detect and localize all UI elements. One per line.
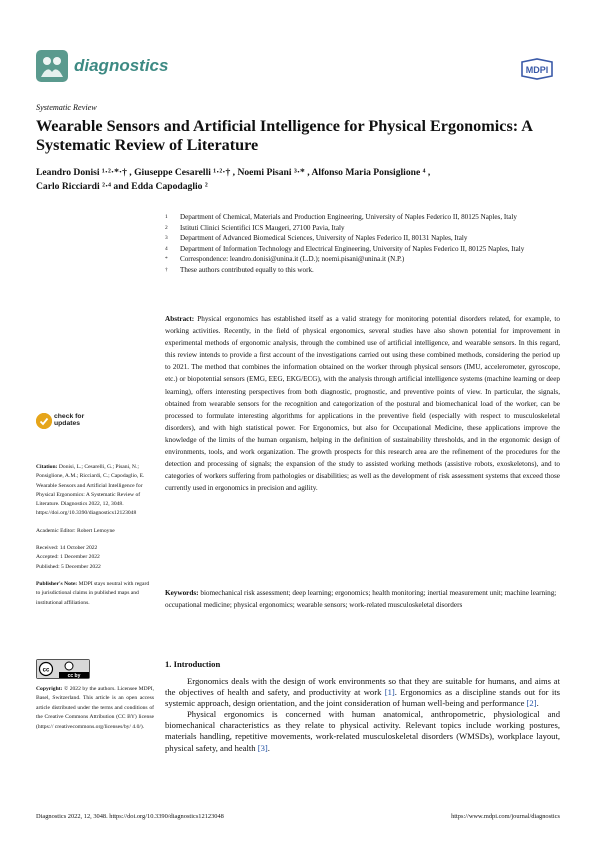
cc-by-license-badge[interactable] xyxy=(36,659,90,679)
cc-badge-text: cc by xyxy=(67,673,81,678)
journal-logo-icon xyxy=(36,50,68,82)
citation-text[interactable]: Donisi, L.; Cesarelli, G.; Pisani, N.; Ponsiglione, A.M.; Ricciardi, C.; Capodaglio, E. Wearable Sensors and Artificial Intelligence for Physical Ergonomics: A Systematic Review of Literature. Diagnostics 2022, 12, 3048. https://doi.org/10.3390/diagnostics12123048 xyxy=(36,464,145,517)
intro-text: . Ergonomics as a discipline stands out for its systemic approach, design orientation, and the joint consideration of human well-being and performance xyxy=(165,687,561,709)
abstract-label: Abstract: xyxy=(165,315,195,323)
affiliation-text: Department of Information Technology and Electrical Engineering, University of Naples Federico II, 80125 Naples, Italy xyxy=(180,244,525,253)
affiliation-text: Department of Advanced Biomedical Sciences, University of Naples Federico II, 80131 Naples, Italy xyxy=(180,234,468,243)
affiliation-mark: * xyxy=(165,256,168,263)
received-date: Received: 14 October 2022 xyxy=(36,545,98,552)
correspondence-text[interactable]: Correspondence: leandro.donisi@unina.it (L.D.); noemi.pisani@unina.it (N.P.) xyxy=(180,255,405,264)
copyright-label: Copyright: xyxy=(36,686,63,692)
authors-line-2: Carlo Ricciardi ²·⁴ and Edda Capodaglio ² xyxy=(36,180,208,192)
affiliation-text: Istituti Clinici Scientifici ICS Maugeri, 27100 Pavia, Italy xyxy=(180,223,345,232)
keywords-text: biomechanical risk assessment; deep learning; ergonomics; health monitoring; inertial measurement unit; machine learning; occupational medicine; physical ergonomics; wearable sensors; work-related musculoskeletal disorders xyxy=(165,589,557,609)
publisher-note-text: MDPI stays neutral with regard to jurisdictional claims in published maps and institutional affiliations. xyxy=(36,580,150,606)
reference-link[interactable]: [1] xyxy=(384,687,395,698)
affiliation-text: Department of Chemical, Materials and Production Engineering, University of Naples Federico II, 80125 Naples, Italy xyxy=(180,213,517,221)
svg-text:cc: cc xyxy=(42,667,50,674)
affiliation-item xyxy=(165,213,560,223)
equal-contribution-text: These authors contributed equally to this work. xyxy=(180,265,314,274)
academic-editor: Academic Editor: Robert Lemoyne xyxy=(36,527,115,534)
authors-line-1: Leandro Donisi ¹·²·*·† , Giuseppe Cesarelli ¹·²·† , Noemi Pisani ³·* , Alfonso Maria Ponsiglione ⁴ , xyxy=(36,167,431,178)
intro-paragraph-2 xyxy=(165,709,560,753)
equal-contribution-note xyxy=(165,266,560,276)
affiliation-mark: 4 xyxy=(165,245,168,252)
affiliations xyxy=(165,213,560,277)
mdpi-logo-icon xyxy=(518,58,556,80)
citation xyxy=(36,463,154,519)
introduction-body xyxy=(165,676,560,754)
intro-text: Ergonomics deals with the design of work environments so that they are suitable for humans, and aims at the objectives of health and safety, and productivity at work xyxy=(165,676,560,698)
footer-citation[interactable]: Diagnostics 2022, 12, 3048. https://doi.org/10.3390/diagnostics12123048 xyxy=(36,813,224,820)
published-date: Published: 5 December 2022 xyxy=(36,563,101,570)
keywords-label: Keywords: xyxy=(165,589,199,597)
mdpi-logo-text: MDPI xyxy=(525,65,549,75)
intro-text: . xyxy=(536,698,539,709)
correspondence-item xyxy=(165,255,560,265)
footer-journal-url[interactable]: https://www.mdpi.com/journal/diagnostics xyxy=(451,813,560,820)
article-info-sidebar xyxy=(36,463,154,608)
reference-link[interactable]: [3] xyxy=(257,742,268,753)
affiliation-mark: 3 xyxy=(165,235,168,242)
check-for-updates-button[interactable] xyxy=(54,413,84,427)
intro-text: Physical ergonomics is concerned with human anatomical, anthropometric, physiological and biomechanical characteristics as they relate to physical activity. Relevant topics include working postures, materials handling, repetitive movements, work-related musculoskeletal disorders (WMSDs), workplace layout, physical safety, and health xyxy=(165,709,560,753)
accepted-date: Accepted: 1 December 2022 xyxy=(36,554,100,561)
keywords xyxy=(165,587,560,611)
article-title: Wearable Sensors and Artificial Intelligence for Physical Ergonomics: A Systematic Review of Literature xyxy=(36,117,533,154)
affiliation-item xyxy=(165,224,560,234)
affiliation-item xyxy=(165,245,560,255)
copyright-notice xyxy=(36,685,154,732)
abstract xyxy=(165,313,560,494)
publisher-note-label: Publisher's Note: xyxy=(36,580,78,587)
affiliation-mark: 2 xyxy=(165,224,168,231)
citation-label: Citation: xyxy=(36,464,58,470)
affiliation-mark: † xyxy=(165,266,168,273)
intro-paragraph-1 xyxy=(165,676,560,709)
check-for-updates-icon[interactable] xyxy=(36,413,52,429)
copyright-text: © 2022 by the authors. Licensee MDPI, Basel, Switzerland. This article is an open access article distributed under the terms and conditions of the Creative Commons Attribution (CC BY) license (https:// creativecommons.org/licenses/by/ 4.0/). xyxy=(36,686,154,730)
check-updates-line-1: check for xyxy=(54,413,85,420)
affiliation-item xyxy=(165,234,560,244)
intro-text: . xyxy=(267,742,270,753)
reference-link[interactable]: [2] xyxy=(526,698,537,709)
affiliation-mark: 1 xyxy=(165,214,168,220)
article-type: Systematic Review xyxy=(36,103,97,112)
journal-name: diagnostics xyxy=(74,56,169,75)
abstract-text: Physical ergonomics has established itself as a valid strategy for monitoring potential disorders related, for example, to working activities. Recently, in the field of physical ergonomics, several studies have also shown potential for improvement in experimental methods of ergonomic analysis, through the combined use of artificial intelligence, and wearable sensors. In this regard, this review intends to provide a first account of the investigations carried out using these combined methods, considering the period up to 2021. The method that combines the information obtained on the worker through physical sensors (IMU, accelerometer, gyroscope, etc.) or biopotential sensors (EMG, EEG, EKG/ECG), with the analysis through artificial intelligence systems (machine learning or deep learning), offers interesting perspectives from both diagnostic, prognostic, and preventive points of view. In particular, the signals, obtained from wearable sensors for the recognition and categorization of the postural and biomechanical load of the worker, can be processed to formulate interesting algorithms for applications in the preventive field (especially with respect to musculoskeletal disorders), and with high statistical power. For Ergonomics, but also for Occupational Medicine, these applications improve the knowledge of the limits of the human organism, helping in the definition of sustainability thresholds, and in the ergonomic design of environments, tools, and work organization. The growth prospects for this research area are the refinement of the procedures for the detection and processing of signals; the expansion of the study to assisted working methods (assistive robots, exoskeletons), and to categories of workers suffering from pathologies or disabilities; as well as the development of risk assessment systems that exceed those currently used in ergonomics in precision and agility. xyxy=(165,315,560,493)
section-heading-introduction: 1. Introduction xyxy=(165,659,221,669)
author-list xyxy=(36,166,556,193)
publisher-note xyxy=(36,580,154,608)
check-updates-line-2: updates xyxy=(54,420,81,427)
